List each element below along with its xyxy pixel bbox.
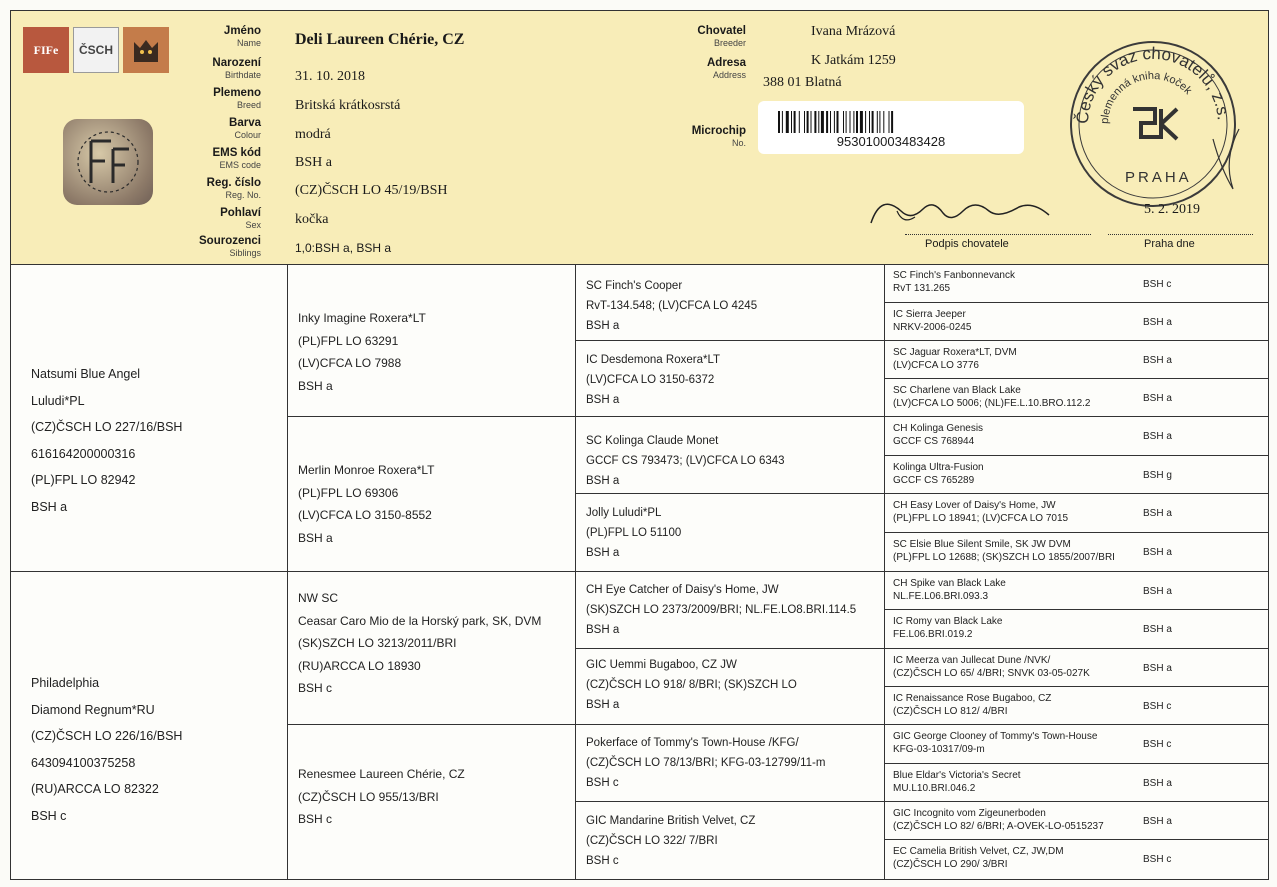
barcode-bar — [826, 111, 828, 133]
ancestor-name: SC Finch's Fanbonnevanck — [893, 270, 1015, 281]
label-name: Jméno Name — [223, 25, 261, 48]
ancestor-reg: (PL)FPL LO 18941; (LV)CFCA LO 7015 — [893, 513, 1069, 524]
ancestor-name: CH Easy Lover of Daisy's Home, JW — [893, 500, 1056, 511]
ancestor-name: IC Meerza van Jullecat Dune /NVK/ — [893, 655, 1051, 666]
ancestor-gen4-10 — [885, 610, 1268, 649]
ancestor-colour: BSH c — [1143, 854, 1172, 865]
ancestor-gen4-2 — [885, 303, 1268, 341]
barcode-bar — [818, 111, 819, 133]
ancestor-reg: RvT 131.265 — [893, 283, 951, 294]
great-grandparent-3: SC Kolinga Claude Monet GCCF CS 793473; (LV)CFCA LO 6343 BSH a — [576, 417, 885, 494]
cat-sex: kočka — [295, 212, 329, 227]
date-line — [1108, 234, 1253, 235]
ancestor-gen4-3 — [885, 341, 1268, 379]
ancestor-name: IC Sierra Jeeper — [893, 309, 966, 320]
ancestor-reg: (CZ)ČSCH LO 812/ 4/BRI — [893, 706, 1008, 717]
parent-sire: Natsumi Blue Angel Luludi*PL (CZ)ČSCH LO 227/16/BSH 616164200000316 (PL)FPL LO 82942 BSH a — [11, 264, 288, 572]
cat-ems-code: BSH a — [295, 155, 332, 170]
ancestor-name: GIC George Clooney of Tommy's Town-House — [893, 731, 1098, 742]
ancestor-gen4-11 — [885, 649, 1268, 687]
grandparent-2: Merlin Monroe Roxera*LT (PL)FPL LO 69306 (LV)CFCA LO 3150-8552 BSH a — [288, 417, 576, 572]
svg-text:plemenná kniha koček — [1099, 70, 1194, 124]
grandparent-3: NW SC Ceasar Caro Mio de la Horský park, SK, DVM (SK)SZCH LO 3213/2011/BRI (RU)ARCCA LO 18930 BSH c — [288, 572, 576, 725]
barcode-bar — [869, 111, 870, 133]
ancestor-reg: (CZ)ČSCH LO 65/ 4/BRI; SNVK 03-05-027K — [893, 668, 1090, 679]
signature-caption: Podpis chovatele — [925, 238, 1009, 250]
ancestor-gen4-9 — [885, 572, 1268, 610]
signature-line — [905, 234, 1091, 235]
microchip-number: 953010003483428 — [836, 134, 946, 149]
pedigree-certificate — [10, 10, 1269, 880]
ancestor-gen4-4 — [885, 379, 1268, 417]
fife-logo: FIFe — [23, 27, 69, 73]
great-grandparent-6: GIC Uemmi Bugaboo, CZ JW (CZ)ČSCH LO 918/ 8/BRI; (SK)SZCH LO BSH a — [576, 649, 885, 725]
label-microchip: Microchip No. — [691, 125, 746, 148]
ancestor-reg: FE.L06.BRI.019.2 — [893, 629, 973, 640]
barcode-bar — [786, 111, 789, 133]
great-grandparent-7: Pokerface of Tommy's Town-House /KFG/ (CZ)ČSCH LO 78/13/BRI; KFG-03-12799/11-m BSH c — [576, 725, 885, 802]
barcode-bar — [850, 111, 851, 133]
label-reg: Reg. číslo Reg. No. — [206, 177, 261, 200]
ancestor-name: Blue Eldar's Victoria's Secret — [893, 770, 1021, 781]
barcode-bar — [791, 111, 792, 133]
barcode-bar — [830, 111, 831, 133]
barcode-bar — [865, 111, 866, 133]
barcode-bar — [891, 111, 893, 133]
ancestor-colour: BSH a — [1143, 431, 1172, 442]
cat-breed: Britská krátkosrstá — [295, 98, 401, 113]
ancestor-name: CH Kolinga Genesis — [893, 423, 984, 434]
ancestor-colour: BSH a — [1143, 624, 1172, 635]
label-siblings: Sourozenci Siblings — [199, 235, 261, 258]
ancestor-gen4-6 — [885, 456, 1268, 494]
ancestor-name: IC Romy van Black Lake — [893, 616, 1003, 627]
grandparent-1: Inky Imagine Roxera*LT (PL)FPL LO 63291 (LV)CFCA LO 7988 BSH a — [288, 264, 576, 417]
ancestor-gen4-13 — [885, 725, 1268, 764]
stamp-city: PRAHA — [1125, 169, 1192, 186]
barcode-bar — [778, 111, 780, 133]
label-birthdate: Narození Birthdate — [212, 57, 261, 80]
barcode-graphic — [778, 111, 1004, 133]
certificate-header — [11, 11, 1268, 265]
breeder-address-street: K Jatkám 1259 — [811, 53, 896, 68]
ancestor-reg: GCCF CS 768944 — [893, 436, 975, 447]
breeder-name: Ivana Mrázová — [811, 24, 896, 39]
ancestor-gen4-5 — [885, 417, 1268, 456]
barcode-bar — [799, 111, 800, 133]
ancestor-reg: NRKV-2006-0245 — [893, 322, 972, 333]
barcode-bar — [807, 111, 809, 133]
ancestor-reg: KFG-03-10317/09-m — [893, 744, 985, 755]
issue-date: 5. 2. 2019 — [1144, 202, 1200, 217]
label-address: Adresa Address — [707, 57, 746, 80]
breeder-signature-icon — [867, 193, 1057, 235]
barcode-bar — [811, 111, 812, 133]
label-sex: Pohlaví Sex — [220, 207, 261, 230]
ancestor-colour: BSH a — [1143, 393, 1172, 404]
ancestor-gen4-14 — [885, 764, 1268, 802]
barcode-bar — [872, 111, 874, 133]
great-grandparent-8: GIC Mandarine British Velvet, CZ (CZ)ČSCH LO 322/ 7/BRI BSH c — [576, 802, 885, 879]
ancestor-name: SC Charlene van Black Lake — [893, 385, 1021, 396]
parent-dam: Philadelphia Diamond Regnum*RU (CZ)ČSCH LO 226/16/BSH 643094100375258 (RU)ARCCA LO 82322 BSH c — [11, 572, 288, 879]
barcode-bar — [853, 111, 854, 133]
ancestor-gen4-12 — [885, 687, 1268, 725]
pedigree-table — [11, 264, 1268, 879]
barcode-bar — [794, 111, 796, 133]
cat-reg-number: (CZ)ČSCH LO 45/19/BSH — [295, 183, 448, 198]
ancestor-gen4-8 — [885, 533, 1268, 572]
grandparent-4: Renesmee Laureen Chérie, CZ (CZ)ČSCH LO 955/13/BRI BSH c — [288, 725, 576, 879]
ancestor-colour: BSH a — [1143, 663, 1172, 674]
ancestor-name: EC Camelia British Velvet, CZ, JW,DM — [893, 846, 1064, 857]
barcode-bar — [834, 111, 835, 133]
stamp-text-outer: Český svaz chovatelů, z.s. — [1072, 43, 1233, 125]
barcode-bar — [804, 111, 805, 133]
microchip-barcode — [758, 101, 1024, 154]
ancestor-name: IC Renaissance Rose Bugaboo, CZ — [893, 693, 1052, 704]
ancestor-colour: BSH a — [1143, 355, 1172, 366]
ancestor-colour: BSH a — [1143, 317, 1172, 328]
barcode-bar — [860, 111, 863, 133]
ancestor-gen4-16 — [885, 840, 1268, 879]
ancestor-reg: (LV)CFCA LO 3776 — [893, 360, 979, 371]
ancestor-gen4-7 — [885, 494, 1268, 533]
barcode-bar — [821, 111, 824, 133]
barcode-bar — [837, 111, 839, 133]
ancestor-gen4-1 — [885, 264, 1268, 303]
csch-logo: ČSCH — [73, 27, 119, 73]
ancestor-reg: (CZ)ČSCH LO 290/ 3/BRI — [893, 859, 1008, 870]
barcode-bar — [782, 111, 783, 133]
great-grandparent-5: CH Eye Catcher of Daisy's Home, JW (SK)SZCH LO 2373/2009/BRI; NL.FE.LO8.BRI.114.5 BSH a — [576, 572, 885, 649]
official-stamp-icon — [1063, 29, 1243, 209]
ancestor-colour: BSH c — [1143, 739, 1172, 750]
great-grandparent-4: Jolly Luludi*PL (PL)FPL LO 51100 BSH a — [576, 494, 885, 572]
ancestor-colour: BSH c — [1143, 279, 1172, 290]
ancestor-colour: BSH a — [1143, 778, 1172, 789]
barcode-bar — [846, 111, 847, 133]
barcode-bar — [843, 111, 844, 133]
cat-colour: modrá — [295, 127, 331, 142]
cat-name: Deli Laureen Chérie, CZ — [295, 31, 465, 48]
ancestor-name: SC Elsie Blue Silent Smile, SK JW DVM — [893, 539, 1071, 550]
ancestor-name: Kolinga Ultra-Fusion — [893, 462, 984, 473]
barcode-bar — [879, 111, 880, 133]
great-grandparent-2: IC Desdemona Roxera*LT (LV)CFCA LO 3150-6372 BSH a — [576, 341, 885, 417]
label-breed: Plemeno Breed — [213, 87, 261, 110]
label-breeder: Chovatel Breeder — [697, 25, 746, 48]
ancestor-reg: (LV)CFCA LO 5006; (NL)FE.L.10.BRO.112.2 — [893, 398, 1091, 409]
ancestor-colour: BSH a — [1143, 816, 1172, 827]
label-ems: EMS kód EMS code — [212, 147, 261, 170]
label-colour: Barva Colour — [229, 117, 261, 140]
logo-strip — [23, 27, 169, 73]
barcode-bar — [877, 111, 878, 133]
barcode-bar — [814, 111, 816, 133]
ancestor-reg: NL.FE.L06.BRI.093.3 — [893, 591, 989, 602]
date-caption: Praha dne — [1144, 238, 1195, 250]
svg-text:Český svaz chovatelů, z.s. — [1073, 44, 1233, 125]
great-grandparent-1: SC Finch's Cooper RvT-134.548; (LV)CFCA LO 4245 BSH a — [576, 264, 885, 341]
ancestor-reg: (CZ)ČSCH LO 82/ 6/BRI; A-OVEK-LO-0515237 — [893, 821, 1104, 832]
ancestor-colour: BSH a — [1143, 547, 1172, 558]
barcode-bar — [889, 111, 890, 133]
ancestor-reg: MU.L10.BRI.046.2 — [893, 783, 976, 794]
cat-siblings: 1,0:BSH a, BSH a — [295, 241, 392, 255]
cat-birthdate: 31. 10. 2018 — [295, 69, 365, 84]
ancestor-colour: BSH a — [1143, 586, 1172, 597]
breeder-address-city: 388 01 Blatná — [763, 75, 842, 90]
stamp-text-inner: plemenná kniha koček — [1098, 69, 1194, 125]
ancestor-gen4-15 — [885, 802, 1268, 840]
ancestor-reg: (PL)FPL LO 12688; (SK)SZCH LO 1855/2007/BRI — [893, 552, 1115, 563]
fife-hologram-icon — [63, 119, 153, 205]
ancestor-colour: BSH c — [1143, 701, 1172, 712]
ancestor-colour: BSH g — [1143, 470, 1172, 481]
barcode-bar — [883, 111, 884, 133]
barcode-bar — [856, 111, 858, 133]
ancestor-name: SC Jaguar Roxera*LT, DVM — [893, 347, 1017, 358]
ancestor-name: CH Spike van Black Lake — [893, 578, 1006, 589]
ancestor-name: GIC Incognito vom Zigeunerboden — [893, 808, 1046, 819]
ancestor-colour: BSH a — [1143, 508, 1172, 519]
ancestor-reg: GCCF CS 765289 — [893, 475, 975, 486]
